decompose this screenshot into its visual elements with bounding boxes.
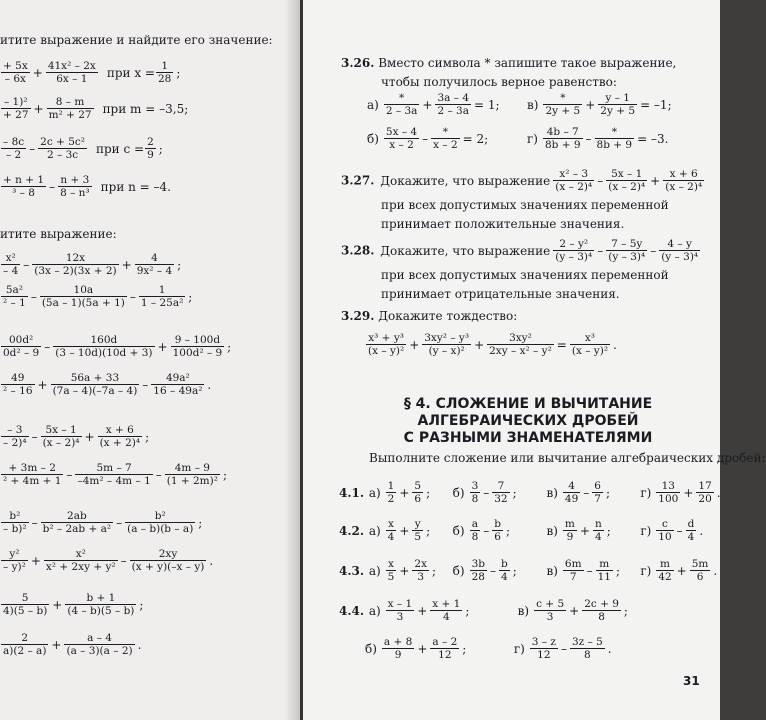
problem-number: 3.26. — [341, 56, 375, 70]
problem-3-26-g: г) $\frac{4b - 7}{8b + 9}$ – * 8b + 9 = –3. — [527, 126, 669, 152]
problem-3-26-b: б) $\frac{5x - 4}{x - 2}$ – * x – 2 = 2; — [367, 126, 489, 152]
problem-4-1: 4.1. а) $\frac{1}{2}$ + $\frac{5}{6}$ ; б) $\frac{3}{8}$ – $\frac{7}{32}$ ; в) $\frac{4}{49}$ – $\frac{6}{7}$ ; г) $\frac{13}{100}$ + $\frac{17}{20}$ . — [339, 480, 721, 506]
left-expr-2: $\frac{\text{– 1)²}}{+ 27}$ + $\frac{8 - m}{\text{m² + 27}}$ при m = –3,5; — [3, 96, 189, 122]
left-expr-14: $\frac{2}{a)(2 - a)}$ + $\frac{a - 4}{(a - 3)(a - 2)}$ . — [3, 632, 142, 658]
problem-3-27-text: при всех допустимых значениях переменной принимает положительные значения. — [381, 198, 669, 231]
left-expr-4: $\frac{+ n + 1}{\text{³ – 8}}$ – $\frac{n + 3}{\text{8 – n³}}$ при n = –4. — [3, 174, 171, 200]
problem-4-4-row1: 4.4. а) $\frac{x - 1}{3}$ + $\frac{x + 1}{4}$ ; в) $\frac{c + 5}{3}$ + $\frac{2c + 9}{8}$ ; — [339, 598, 628, 624]
left-expr-3: $\frac{- 8c}{- 2}$ – $\frac{\text{2c + 5c²}}{2 - 3c}$ при c = $\frac{2}{9}$ ; — [3, 136, 163, 162]
problem-4-4-row2: б) $\frac{a + 8}{9}$ + $\frac{a - 2}{12}$ ; г) $\frac{3 - z}{12}$ – $\frac{3z - 5}{8}$ . — [365, 636, 612, 662]
left-expr-1: $\frac{+ 5x}{- 6x}$ + $\frac{\text{41x² – 2x}}{6x - 1}$ при x = $\frac{1}{28}$ ; — [3, 60, 181, 86]
section-heading: § 4. СЛОЖЕНИЕ И ВЫЧИТАНИЕ АЛГЕБРАИЧЕСКИХ ДРОБЕЙ С РАЗНЫМИ ЗНАМЕНАТЕЛЯМИ — [403, 396, 653, 446]
problem-3-27: 3.27. Докажите, что выражение $\frac{\text{x² – 3}}{\text{(x – 2)⁴}}$ – $\frac{5x - 1}{\text{(x – 2)⁴}}$ + $\frac{x + 6}{\text{(x – 2)⁴}}$ — [341, 168, 703, 194]
problem-3-28: 3.28. Докажите, что выражение $\frac{\text{2 – y²}}{\text{(y – 3)⁴}}$ – $\frac{7 - 5y}{\text{(y – 3)⁴}}$ – $\frac{4 - y}{\text{(y – 3)⁴}}$ — [341, 238, 699, 264]
left-expr-6: $\frac{\text{5a²}}{\text{² – 1}}$ – $\frac{10a}{(5a - 1)(5a + 1)}$ – $\frac{1}{\text{1 – 25a²}}$ ; — [3, 284, 193, 310]
left-header-2: итите выражение: — [0, 227, 117, 241]
left-expr-8: $\frac{49}{\text{² – 16}}$ + $\frac{56a + 33}{(7a - 4)(-7a - 4)}$ – $\frac{\text{49a²}}{\text{16 – 49a²}}$ . — [3, 372, 212, 398]
left-expr-7: $\frac{\text{00d²}}{\text{0d² – 9}}$ – $\frac{160d}{(3 - 10d)(10d + 3)}$ + $\frac{9 - 100d}{\text{100d² – 9}}$ ; — [3, 334, 232, 360]
problem-3-29: 3.29. Докажите тождество: — [341, 309, 518, 323]
problem-3-26-a: а) * 2 – 3a + $\frac{3a - 4}{2 - 3a}$ = 1; — [367, 92, 500, 118]
left-page — [0, 0, 300, 720]
problem-4-2: 4.2. а) $\frac{x}{4}$ + $\frac{y}{5}$ ; б) $\frac{a}{8}$ – $\frac{b}{6}$ ; в) $\frac{m}{9}$ + $\frac{n}{4}$ ; г) $\frac{c}{10}$ – $\frac{d}{4}$ . — [339, 518, 704, 544]
problem-text: Вместо символа * запишите такое выражение, чтобы получилось верное равенство: — [378, 56, 677, 89]
left-expr-10: $\frac{+ 3m - 2}{\text{² + 4m + 1}}$ – $\frac{5m - 7}{\text{–4m² – 4m – 1}}$ – $\frac{4m - 9}{\text{(1 + 2m)²}}$ ; — [3, 462, 227, 488]
left-expr-13: $\frac{5}{4)(5 - b)}$ + $\frac{b + 1}{(4 - b)(5 - b)}$ ; — [3, 592, 144, 618]
problem-3-29-identity: $\frac{\text{x³ + y³}}{\text{(x – y)²}}$ + $\frac{\text{3xy² – y³}}{\text{(y – x)²}}$ + $\frac{\text{3xy²}}{\text{2xy – x² – y²}}$ = $\frac{\text{x³}}{\text{(x – y)²}}$ . — [368, 332, 617, 358]
problem-3-28-text: при всех допустимых значениях переменной принимает отрицательные значения. — [381, 268, 669, 301]
page-number: 31 — [683, 674, 700, 688]
problem-3-26 — [341, 54, 711, 92]
left-expr-12: $\frac{\text{y²}}{\text{– y)²}}$ + $\frac{\text{x²}}{\text{x² + 2xy + y²}}$ – $\frac{2xy}{(x + y)(-x - y)}$ . — [3, 548, 214, 574]
left-header: итите выражение и найдите его значение: — [0, 33, 273, 47]
left-expr-11: $\frac{\text{b²}}{\text{– b)²}}$ – $\frac{2ab}{\text{b² – 2ab + a²}}$ – $\frac{\text{b²}}{(a - b)(b - a)}$ ; — [3, 510, 203, 536]
problem-3-26-v: в) * 2y + 5 + $\frac{y - 1}{2y + 5}$ = –1; — [527, 92, 672, 118]
left-expr-9: $\frac{- 3}{\text{– 2)⁴}}$ – $\frac{5x - 1}{\text{(x – 2)⁴}}$ + $\frac{x + 6}{\text{(x + 2)⁴}}$ ; — [3, 424, 150, 450]
right-page — [303, 0, 766, 720]
problem-4-3: 4.3. а) $\frac{x}{5}$ + $\frac{2x}{3}$ ; б) $\frac{3b}{28}$ – $\frac{b}{4}$ ; в) $\frac{6m}{7}$ – $\frac{m}{11}$ ; г) $\frac{m}{42}$ + $\frac{5m}{6}$ . — [339, 558, 718, 584]
left-expr-5: $\frac{\text{x²}}{- 4}$ – $\frac{12x}{(3x - 2)(3x + 2)}$ + $\frac{4}{\text{9x² – 4}}$ ; — [3, 252, 182, 278]
section-instruction: Выполните сложение или вычитание алгебраических дробей: — [369, 451, 766, 465]
